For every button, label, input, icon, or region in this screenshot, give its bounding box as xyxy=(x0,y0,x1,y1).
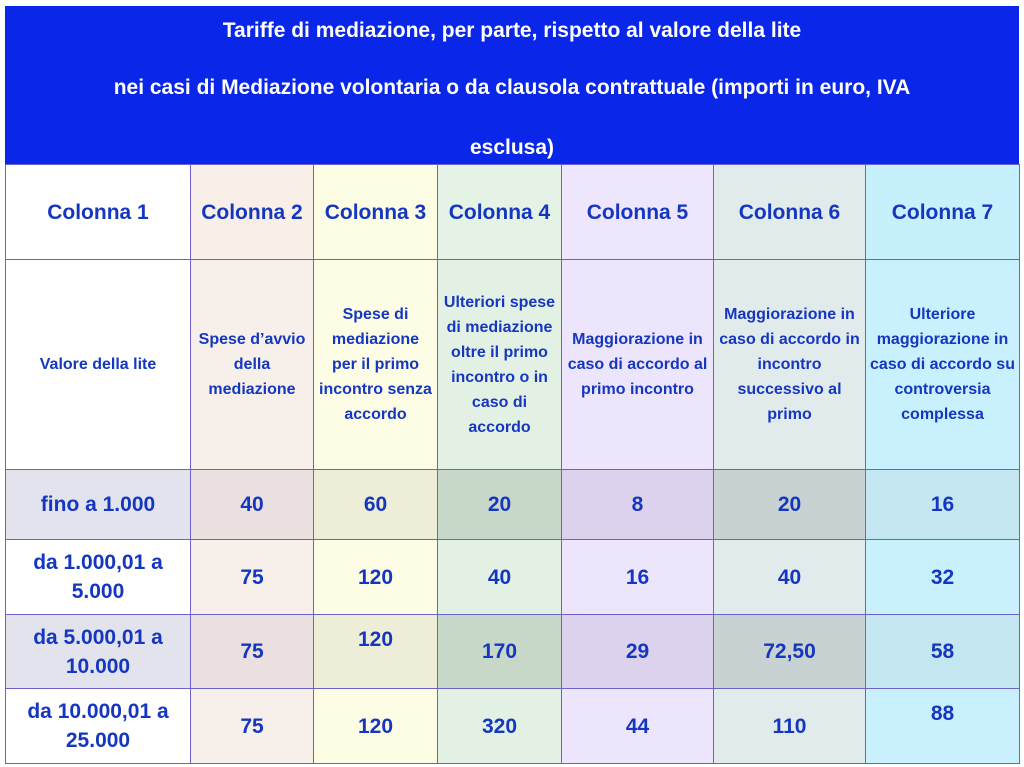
table-cell: 58 xyxy=(866,615,1020,689)
table-cell: 88 xyxy=(866,689,1020,764)
column-description: Valore della lite xyxy=(6,260,191,470)
title-banner xyxy=(5,6,1019,164)
table-cell: 16 xyxy=(562,540,714,615)
tariff-table xyxy=(5,164,1020,764)
tariff-document xyxy=(5,6,1019,764)
value-range-cell: da 10.000,01 a 25.000 xyxy=(6,689,191,764)
table-cell: 120 xyxy=(314,615,438,689)
table-cell: 20 xyxy=(714,470,866,540)
column-description: Ulteriori spese di mediazione oltre il primo incontro o in caso di accordo xyxy=(438,260,562,470)
table-cell: 75 xyxy=(191,540,314,615)
table-cell: 32 xyxy=(866,540,1020,615)
table-row xyxy=(6,470,1020,540)
column-description-row xyxy=(6,260,1020,470)
table-cell: 110 xyxy=(714,689,866,764)
title-line-1: Tariffe di mediazione, per parte, rispetto al valore della lite xyxy=(222,19,802,42)
column-header: Colonna 4 xyxy=(438,165,562,260)
column-header-row xyxy=(6,165,1020,260)
title-line-3: esclusa) xyxy=(469,136,555,159)
table-row xyxy=(6,689,1020,764)
table-cell: 16 xyxy=(866,470,1020,540)
table-cell: 8 xyxy=(562,470,714,540)
table-cell: 40 xyxy=(438,540,562,615)
column-header: Colonna 5 xyxy=(562,165,714,260)
table-cell: 60 xyxy=(314,470,438,540)
value-range-cell: fino a 1.000 xyxy=(6,470,191,540)
column-header: Colonna 6 xyxy=(714,165,866,260)
column-header: Colonna 1 xyxy=(6,165,191,260)
column-header: Colonna 3 xyxy=(314,165,438,260)
table-cell: 170 xyxy=(438,615,562,689)
column-header: Colonna 7 xyxy=(866,165,1020,260)
table-cell: 75 xyxy=(191,689,314,764)
column-header: Colonna 2 xyxy=(191,165,314,260)
table-cell: 72,50 xyxy=(714,615,866,689)
column-description: Spese di mediazione per il primo incontro senza accordo xyxy=(314,260,438,470)
table-cell: 20 xyxy=(438,470,562,540)
table-row xyxy=(6,615,1020,689)
column-description: Maggiorazione in caso di accordo al primo incontro xyxy=(562,260,714,470)
title-line-2: nei casi di Mediazione volontaria o da clausola contrattuale (importi in euro, IVA xyxy=(113,76,911,99)
column-description: Ulteriore maggiorazione in caso di accordo su controversia complessa xyxy=(866,260,1020,470)
table-cell: 29 xyxy=(562,615,714,689)
table-cell: 40 xyxy=(191,470,314,540)
table-cell: 75 xyxy=(191,615,314,689)
column-description: Maggiorazione in caso di accordo in incontro successivo al primo xyxy=(714,260,866,470)
column-description: Spese d’avvio della mediazione xyxy=(191,260,314,470)
value-range-cell: da 1.000,01 a 5.000 xyxy=(6,540,191,615)
table-cell: 40 xyxy=(714,540,866,615)
value-range-cell: da 5.000,01 a 10.000 xyxy=(6,615,191,689)
table-cell: 120 xyxy=(314,540,438,615)
table-row xyxy=(6,540,1020,615)
table-cell: 120 xyxy=(314,689,438,764)
table-cell: 44 xyxy=(562,689,714,764)
table-cell: 320 xyxy=(438,689,562,764)
